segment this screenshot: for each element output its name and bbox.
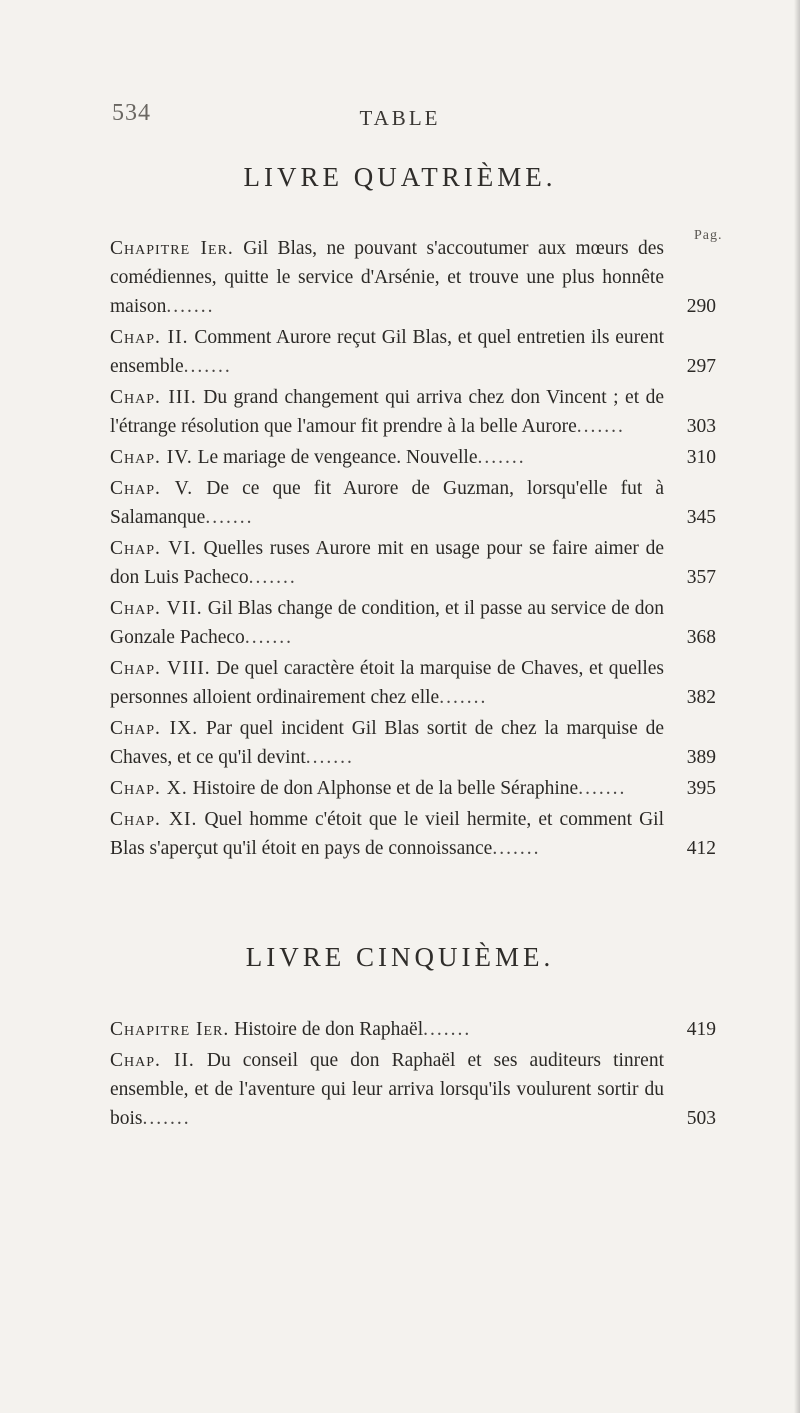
- page-crease-shadow: [794, 0, 800, 1413]
- chapter-label: Chap. IV.: [110, 447, 193, 468]
- chapter-title: De ce que fit Aurore de Guzman, lorsqu'elle fut à Salamanque: [110, 478, 665, 528]
- chapter-title: Gil Blas change de condition, et il passe au service de don Gonzale Pacheco: [110, 598, 664, 648]
- toc-entry: [110, 234, 716, 321]
- chapter-title: Le mariage de vengeance. Nouvelle: [197, 447, 478, 468]
- chapter-title: Du grand changement qui arriva chez don Vincent ; et de l'étrange résolution que l'amour fit prendre à la belle Aurore: [110, 387, 665, 437]
- dot-leader: .......: [166, 296, 215, 317]
- chapter-title: De quel caractère étoit la marquise de Chaves, et quelles personnes alloient ordinairement chez elle: [110, 658, 664, 708]
- dot-leader: .......: [477, 447, 526, 468]
- toc-entry: [110, 714, 716, 772]
- page-reference: 290: [666, 292, 716, 321]
- dot-leader: .......: [248, 567, 297, 588]
- page-reference: 389: [666, 743, 716, 772]
- toc-entry: [110, 474, 716, 532]
- chapter-title: Gil Blas, ne pouvant s'accoutumer aux mœurs des comédiennes, quitte le service d'Arsénie, et trouve une plus honnête maison: [110, 238, 664, 317]
- toc-entry-body: [110, 1015, 716, 1044]
- page-column-label: Pag.: [694, 228, 723, 243]
- chapter-title: Comment Aurore reçut Gil Blas, et quel entretien ils eurent ensemble: [110, 327, 664, 377]
- dot-leader: .......: [305, 747, 354, 768]
- page-reference: 297: [666, 352, 716, 381]
- dot-leader: .......: [576, 416, 625, 437]
- toc-entry: [110, 323, 716, 381]
- dot-leader: .......: [205, 507, 254, 528]
- chapter-title: Par quel incident Gil Blas sortit de chez la marquise de Chaves, et ce qu'il devint: [110, 718, 664, 768]
- chapter-label: Chap. II.: [110, 1050, 195, 1071]
- chapter-label: Chap. XI.: [110, 809, 198, 830]
- dot-leader: .......: [492, 838, 541, 859]
- chapter-title: Quel homme c'étoit que le vieil hermite, et comment Gil Blas s'aperçut qu'il étoit en pays de connoissance: [110, 809, 665, 859]
- chapter-label: Chapitre Ier.: [110, 238, 234, 259]
- toc-entry-body: [110, 323, 716, 381]
- dot-leader: .......: [439, 687, 488, 708]
- chapter-title: Histoire de don Raphaël: [234, 1019, 424, 1040]
- chapter-label: Chap. X.: [110, 778, 188, 799]
- chapter-label: Chap. VIII.: [110, 658, 211, 679]
- page-reference: 412: [666, 834, 716, 863]
- page-reference: 357: [666, 563, 716, 592]
- toc-entry: [110, 534, 716, 592]
- dot-leader: .......: [423, 1019, 472, 1040]
- toc-entry: [110, 443, 716, 472]
- book-five-title: LIVRE CINQUIÈME.: [245, 942, 555, 972]
- toc-entry: [110, 594, 716, 652]
- page-number: 534: [112, 100, 151, 126]
- toc-entry: [110, 774, 716, 803]
- toc-entry-body: [110, 443, 716, 472]
- book-four-title: LIVRE QUATRIÈME.: [243, 162, 557, 192]
- chapter-label: Chapitre Ier.: [110, 1019, 230, 1040]
- chapter-label: Chap. IX.: [110, 718, 199, 739]
- dot-leader: .......: [142, 1108, 191, 1129]
- toc-entry: [110, 1046, 716, 1133]
- toc-entry-body: [110, 234, 716, 321]
- toc-entry: [110, 1015, 716, 1044]
- page-reference: 368: [666, 623, 716, 652]
- toc-entry-body: [110, 654, 716, 712]
- page-reference: 395: [666, 774, 716, 803]
- toc-book-four: [110, 234, 716, 865]
- toc-entry: [110, 383, 716, 441]
- dot-leader: .......: [578, 778, 627, 799]
- toc-entry-body: [110, 474, 716, 532]
- toc-book-five: [110, 1015, 716, 1135]
- page-reference: 345: [666, 503, 716, 532]
- page-reference: 310: [666, 443, 716, 472]
- chapter-title: Du conseil que don Raphaël et ses auditeurs tinrent ensemble, et de l'aventure qui leur arriva lorsqu'ils voulurent sortir du bois: [110, 1050, 664, 1129]
- toc-entry-body: [110, 1046, 716, 1133]
- chapter-label: Chap. V.: [110, 478, 194, 499]
- chapter-label: Chap. III.: [110, 387, 197, 408]
- chapter-title: Histoire de don Alphonse et de la belle Séraphine: [192, 778, 579, 799]
- toc-entry-body: [110, 805, 716, 863]
- chapter-label: Chap. VII.: [110, 598, 203, 619]
- dot-leader: .......: [244, 627, 293, 648]
- page-reference: 382: [666, 683, 716, 712]
- toc-entry: [110, 805, 716, 863]
- toc-entry-body: [110, 714, 716, 772]
- chapter-label: Chap. VI.: [110, 538, 197, 559]
- toc-entry: [110, 654, 716, 712]
- page-reference: 303: [666, 412, 716, 441]
- dot-leader: .......: [183, 356, 232, 377]
- running-head: TABLE: [359, 106, 441, 130]
- toc-entry-body: [110, 383, 716, 441]
- page-reference: 503: [666, 1104, 716, 1133]
- toc-entry-body: [110, 534, 716, 592]
- toc-entry-body: [110, 774, 716, 803]
- chapter-title: Quelles ruses Aurore mit en usage pour se faire aimer de don Luis Pacheco: [110, 538, 664, 588]
- chapter-label: Chap. II.: [110, 327, 189, 348]
- page-reference: 419: [666, 1015, 716, 1044]
- toc-entry-body: [110, 594, 716, 652]
